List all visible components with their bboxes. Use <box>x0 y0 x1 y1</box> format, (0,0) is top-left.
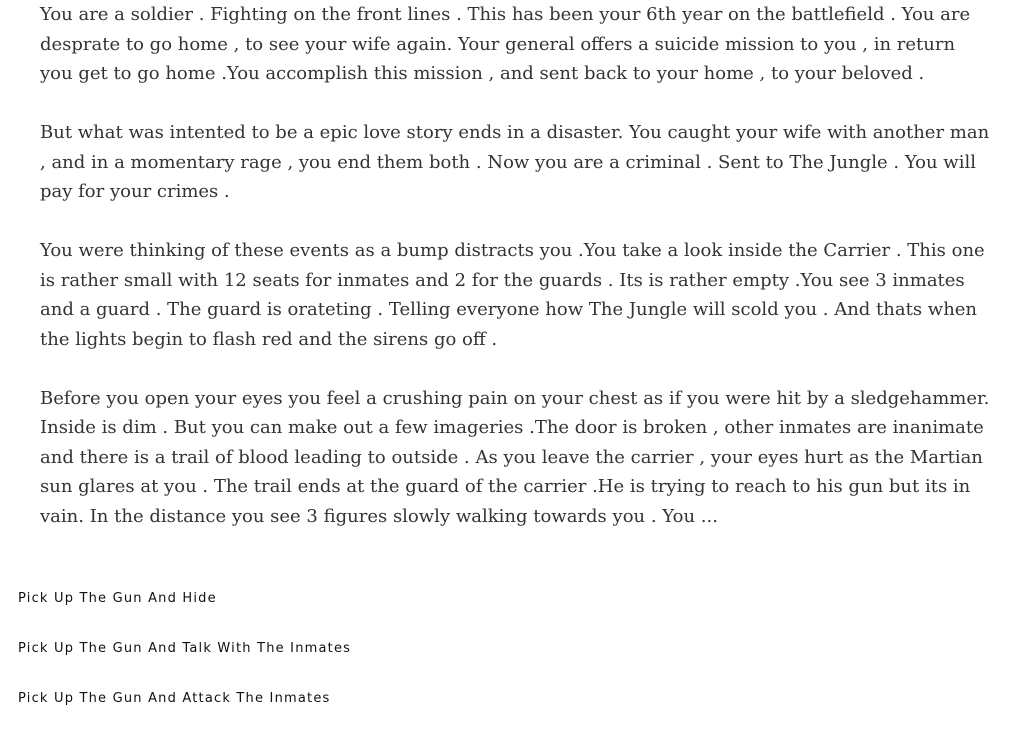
story-paragraph: Before you open your eyes you feel a crushing pain on your chest as if you were hit by a sledgehammer. Inside is dim . But you can make out a few imageries .The door is broken , other inmates are inanimate and there is a trail of blood leading to outside . As you leave the carrier , your eyes hurt as the Martian sun glares at you . The trail ends at the guard of the carrier .He is trying to reach to his gun but its in vain. In the distance you see 3 figures slowly walking towards you . You ... <box>40 387 990 527</box>
choice-attack-inmates[interactable]: Pick Up The Gun And Attack The Inmates <box>18 691 331 706</box>
choice-talk-with-inmates[interactable]: Pick Up The Gun And Talk With The Inmates <box>18 641 352 656</box>
story-text <box>40 0 990 561</box>
choice-hide[interactable]: Pick Up The Gun And Hide <box>18 591 217 606</box>
choice-list <box>18 589 351 739</box>
story-paragraph: You are a soldier . Fighting on the front lines . This has been your 6th year on the battlefield . You are desprate to go home , to see your wife again. Your general offers a suicide mission to you , in return you get to go home .You accomplish this mission , and sent back to your home , to your beloved . <box>40 4 971 84</box>
story-paragraph: You were thinking of these events as a bump distracts you .You take a look inside the Carrier . This one is rather small with 12 seats for inmates and 2 for the guards . Its is rather empty .You see 3 inmates and a guard . The guard is orateting . Telling everyone how The Jungle will scold you . And thats when the lights begin to flash red and the sirens go off . <box>40 240 985 350</box>
story-paragraph: But what was intented to be a epic love story ends in a disaster. You caught your wife with another man , and in a momentary rage , you end them both . Now you are a criminal . Sent to The Jungle . You will pay for your crimes . <box>40 122 990 202</box>
